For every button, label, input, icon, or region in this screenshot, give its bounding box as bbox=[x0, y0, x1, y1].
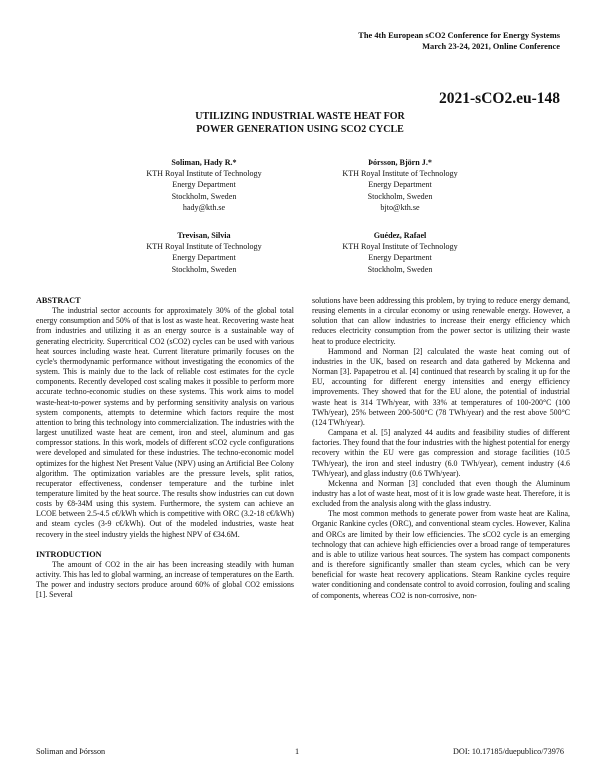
section-gap bbox=[36, 540, 294, 550]
author-city: Stockholm, Sweden bbox=[367, 264, 433, 274]
right-paragraph-2: Hammond and Norman [2] calculated the waste heat coming out of industries in the UK, based on research and data gathered by Mckenna and Norman [3]. Papapetrou et al. [4] continued that research by scaling it up for the EU, accounting for different energy intensities and energy efficiency improvements. They showed that for the EU alone, the potential of industrial waste heat is 314 TWh/year, with 33% at temperatures of 100-200°C (100 TWh/year), 25% between 200-500°C (78 TWh/year) and the rest above 500°C (124 TWh/year). bbox=[312, 346, 570, 427]
author-city: Stockholm, Sweden bbox=[171, 264, 237, 274]
author-city: Stockholm, Sweden bbox=[367, 191, 433, 201]
conference-name: The 4th European sCO2 Conference for Energy Systems bbox=[358, 31, 560, 40]
author-block-1 bbox=[104, 157, 304, 213]
author-block-4 bbox=[300, 230, 500, 275]
author-department: Energy Department bbox=[172, 180, 236, 190]
page-number: 1 bbox=[295, 747, 300, 756]
abstract-text: The industrial sector accounts for approximately 30% of the global total energy consumption and 50% of that is lost as waste heat. Recovering waste heat from industries and utilizing it as an energy source is a sustainable way of generating electricity. Supercritical CO2 (sCO2) cycles can be used with various heat sources including waste heat. Current literature primarily focuses on the cycle's thermodynamic performance without investigating the economics of the system. This is mainly due to the lack of reliable cost estimates for the cycle components. Recently developed cost scaling makes it possible to perform more accurate techno-economic studies on these systems. This work aims to model waste-heat-to-power systems and by performing sensitivity analysis on various system components, attempts to determine which factors require the most attention to bring this technology into commercialization. The industries with the largest unutilized waste heat are cement, iron and steel, aluminum and gas compressor stations. In this work, models of different sCO2 cycle configurations were developed and simulated for these industries. The techno-economic model optimizes for the highest Net Present Value (NPV) using an Artificial Bee Colony algorithm. The optimization variables are the pressure levels, split ratios, recuperator effectiveness, condenser temperature and the turbine inlet temperature limited by the heat source. The results show industries can cut down costs by €8-34M using this system. Furthermore, the system can achieve an LCOE between 2.5-4.5 c€/kWh which is competitive with ORC (3.2-18 c€/kWh) and steam cycles (3-9 c€/kWh). Out of the modeled industries, waste heat recovery in the steel industry yields the highest NPV of €34.6M. bbox=[36, 306, 295, 539]
author-email[interactable]: hady@kth.se bbox=[182, 202, 226, 212]
author-name: Þórsson, Björn J.* bbox=[368, 158, 432, 167]
author-institution: KTH Royal Institute of Technology bbox=[146, 242, 262, 252]
abstract-heading: ABSTRACT bbox=[36, 296, 81, 305]
title-line-2: POWER GENERATION USING SCO2 CYCLE bbox=[196, 123, 404, 135]
author-institution: KTH Royal Institute of Technology bbox=[342, 169, 458, 179]
conference-header bbox=[358, 30, 560, 52]
author-name: Soliman, Hady R.* bbox=[171, 158, 237, 167]
author-email[interactable]: bjto@kth.se bbox=[380, 202, 420, 212]
author-institution: KTH Royal Institute of Technology bbox=[146, 169, 262, 179]
author-name: Guédez, Rafael bbox=[373, 231, 427, 240]
title-line-1: UTILIZING INDUSTRIAL WASTE HEAT FOR bbox=[195, 111, 405, 122]
author-name: Trevisan, Silvia bbox=[177, 231, 231, 240]
paper-title bbox=[0, 111, 600, 136]
right-paragraph-3: Campana et al. [5] analyzed 44 audits and feasibility studies of different factories. They found that the four industries with the highest potential for energy recovery within the EU were gas compression and storage facilities (10.5 TWh/year), the iron and steel industry (6.0 TWh/year), cement industry (4.6 TWh/year), and glass industry (0.6 TWh/year). bbox=[312, 428, 570, 478]
left-column bbox=[36, 296, 294, 601]
page-footer bbox=[36, 747, 564, 759]
footer-authors: Soliman and Þórsson bbox=[36, 747, 106, 756]
author-institution: KTH Royal Institute of Technology bbox=[342, 242, 458, 252]
conference-date: March 23-24, 2021, Online Conference bbox=[422, 42, 560, 51]
author-block-3 bbox=[104, 230, 304, 275]
paper-id: 2021-sCO2.eu-148 bbox=[439, 90, 560, 107]
author-department: Energy Department bbox=[172, 253, 236, 263]
footer-doi[interactable]: DOI: 10.17185/duepublico/73976 bbox=[453, 747, 564, 756]
right-column bbox=[312, 296, 570, 601]
right-paragraph-4: Mckenna and Norman [3] concluded that even though the Aluminum industry has a lot of waste heat, most of it is low grade waste heat. Therefore, it is excluded from the analysis along with the glass industry. bbox=[312, 478, 570, 509]
author-department: Energy Department bbox=[368, 253, 432, 263]
right-paragraph-5: The most common methods to generate power from waste heat are Kalina, Organic Rankine cycles (ORC), and conventional steam cycles. However, Kalina and ORCs are limited by their low efficiencies. The sCO2 cycle is an emerging technology that can achieve high efficiencies over a broad range of temperatures and is able to utilize various heat sources. The system has compact components and is therefore significantly smaller than steam cycles, which can be very beneficial for waste heat recovery applications. Steam Rankine cycles require water conditioning and condensate control to avoid corrosion, fouling and scaling of components, whereas CO2 is non-corrosive, non- bbox=[312, 509, 570, 600]
author-city: Stockholm, Sweden bbox=[171, 191, 237, 201]
right-paragraph-1: solutions have been addressing this problem, by trying to reduce energy demand, reusing elements in a circular economy or using renewable energy. However, a solution that can allow industries to increase their energy efficiency which reduces electricity consumption from the power sector is utilizing their waste heat to produce electricity. bbox=[312, 296, 570, 346]
author-block-2 bbox=[300, 157, 500, 213]
introduction-heading: INTRODUCTION bbox=[36, 549, 102, 559]
introduction-paragraph-1: The amount of CO2 in the air has been increasing steadily with human activity. This has led to global warming, an increase of temperatures on the Earth. The power and industry sectors produce around 60% of global CO2 emissions [1]. Several bbox=[36, 559, 294, 600]
author-department: Energy Department bbox=[368, 180, 432, 190]
